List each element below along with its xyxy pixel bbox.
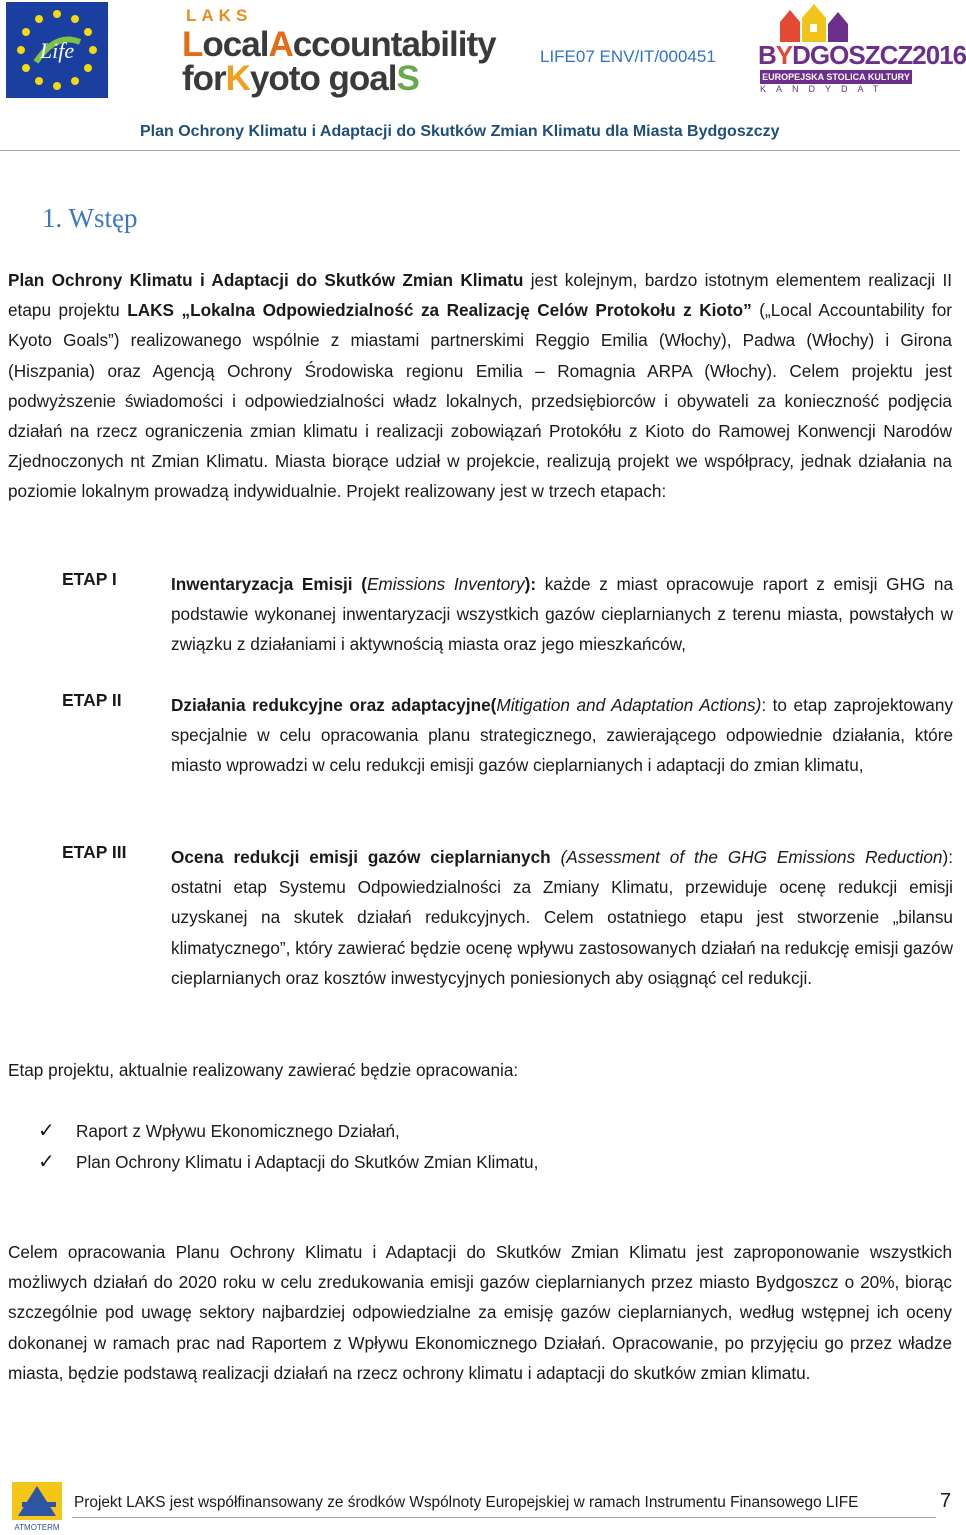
list-item-text: Plan Ochrony Klimatu i Adaptacji do Skutków Zmian Klimatu, [76, 1152, 539, 1172]
etap-3-description: Ocena redukcji emisji gazów cieplarnianych (Assessment of the GHG Emissions Reduction): ostatni etap Systemu Odpowiedzialności za Zmiany Klimatu, przewiduje ocenę redukcji emisji uzyskanej na skutek działań redukcyjnych. Celem ostatniego etapu jest stworzenie „bilansu klimatycznego”, który zawierać będzie ocenę wpływu zastosowanych działań na redukcję emisji gazów cieplarnianych oraz kosztów inwestycyjnych poniesionych aby osiągnąć cel redukcji. [171, 847, 953, 988]
etap-3-label: ETAP III [62, 842, 127, 862]
etap-1-description: Inwentaryzacja Emisji (Emissions Inventory): każde z miast opracowuje raport z emisji GHG na podstawie wykonanej inwentaryzacji wszystkich gazów cieplarnianych z terenu miasta, powstałych w związku z działaniami i aktywnością miasta oraz jego mieszkańców, [171, 574, 954, 655]
page-number: 7 [940, 1490, 952, 1512]
laks-logo [182, 4, 502, 100]
bydgoszcz-2016-logo [756, 4, 966, 96]
footer-divider [72, 1517, 936, 1518]
atmoterm-logo [8, 1480, 66, 1532]
intro-paragraph: Plan Ochrony Klimatu i Adaptacji do Skutków Zmian Klimatu jest kolejnym, bardzo istotnym elementem realizacji II etapu projektu LAKS „Lokalna Odpowiedzialność za Realizację Celów Protokołu z Kioto” („Local Accountability for Kyoto Goals”) realizowanego wspólnie z miastami partnerskimi Reggio Emilia (Włochy), Padwa (Włochy) i Girona (Hiszpania) oraz Agencją Ochrony Środowiska regionu Emilia – Romagnia ARPA (Włochy). Celem projektu jest podwyższenie świadomości i odpowiedzialności władz lokalnych, przedsiębiorców i obywateli za konieczność podjęcia działań na rzecz ograniczenia zmian klimatu i realizacji zobowiązań Protokółu z Kioto do Ramowej Konwencji Narodów Zjednoczonych nt Zmian Klimatu. Miasta biorące udział w projekcie, realizują projekt we współpracy, jednak działania na poziomie lokalnym prowadzą indywidualnie. Projekt realizowany jest w trzech etapach: [8, 270, 952, 502]
etap-2-label: ETAP II [62, 690, 122, 710]
etap-2-description: Działania redukcyjne oraz adaptacyjne(Mitigation and Adaptation Actions): to etap zaprojektowany specjalnie w celu opracowania planu strategicznego, zawierającego odpowiednie działania, które miasto wprowadzi w celu redukcji emisji gazów cieplarnianych i adaptacji do zmian klimatu, [171, 695, 953, 776]
list-item-text: Raport z Wpływu Ekonomicznego Działań, [76, 1121, 400, 1141]
check-icon: ✓ [38, 1120, 55, 1142]
project-code: LIFE07 ENV/IT/000451 [540, 47, 716, 66]
bydgoszcz-subtitle: EUROPEJSKA STOLICA KULTURY [760, 70, 912, 84]
header-divider [0, 150, 960, 151]
list-item [38, 1116, 538, 1147]
section-heading: 1. Wstęp [42, 203, 138, 233]
check-icon: ✓ [38, 1151, 55, 1173]
bydgoszcz-candidate: KANDYDAT [760, 84, 889, 94]
svg-text:ATMOTERM: ATMOTERM [14, 1523, 60, 1532]
laks-small-text: LAKS [186, 6, 253, 25]
footer-text: Projekt LAKS jest współfinansowany ze środków Wspólnoty Europejskiej w ramach Instrumentu Finansowego LIFE [74, 1494, 859, 1511]
houses-icon [776, 4, 866, 42]
eu-life-logo [6, 2, 108, 98]
svg-text:Life: Life [39, 38, 75, 63]
list-item [38, 1147, 538, 1178]
page-header [0, 0, 966, 150]
stage-intro: Etap projektu, aktualnie realizowany zawierać będzie opracowania: [8, 1060, 519, 1080]
etap-1-label: ETAP I [62, 569, 117, 589]
document-header-title: Plan Ochrony Klimatu i Adaptacji do Skutków Zmian Klimatu dla Miasta Bydgoszczy [140, 123, 780, 140]
bydgoszcz-title: BYDGOSZCZ2016 [758, 40, 966, 70]
deliverables-list [38, 1116, 538, 1178]
goal-paragraph: Celem opracowania Planu Ochrony Klimatu i Adaptacji do Skutków Zmian Klimatu jest zaproponowanie wszystkich możliwych działań do 2020 roku w celu zredukowania emisji gazów cieplarnianych przez miasto Bydgoszcz o 20%, biorąc szczególnie pod uwagę sektory najbardziej odpowiedzialne za emisję gazów cieplarnianych, według wstępnej ich oceny dokonanej w ramach prac nad Raportem z Wpływu Ekonomicznego Działań. Opracowanie, po przyjęciu go przez władze miasta, będzie podstawą realizacji działań na rzecz ochrony klimatu i adaptacji do skutków zmian klimatu. [8, 1242, 952, 1383]
laks-logo-text: LocalAccountability forKyoto goalS [182, 25, 496, 98]
